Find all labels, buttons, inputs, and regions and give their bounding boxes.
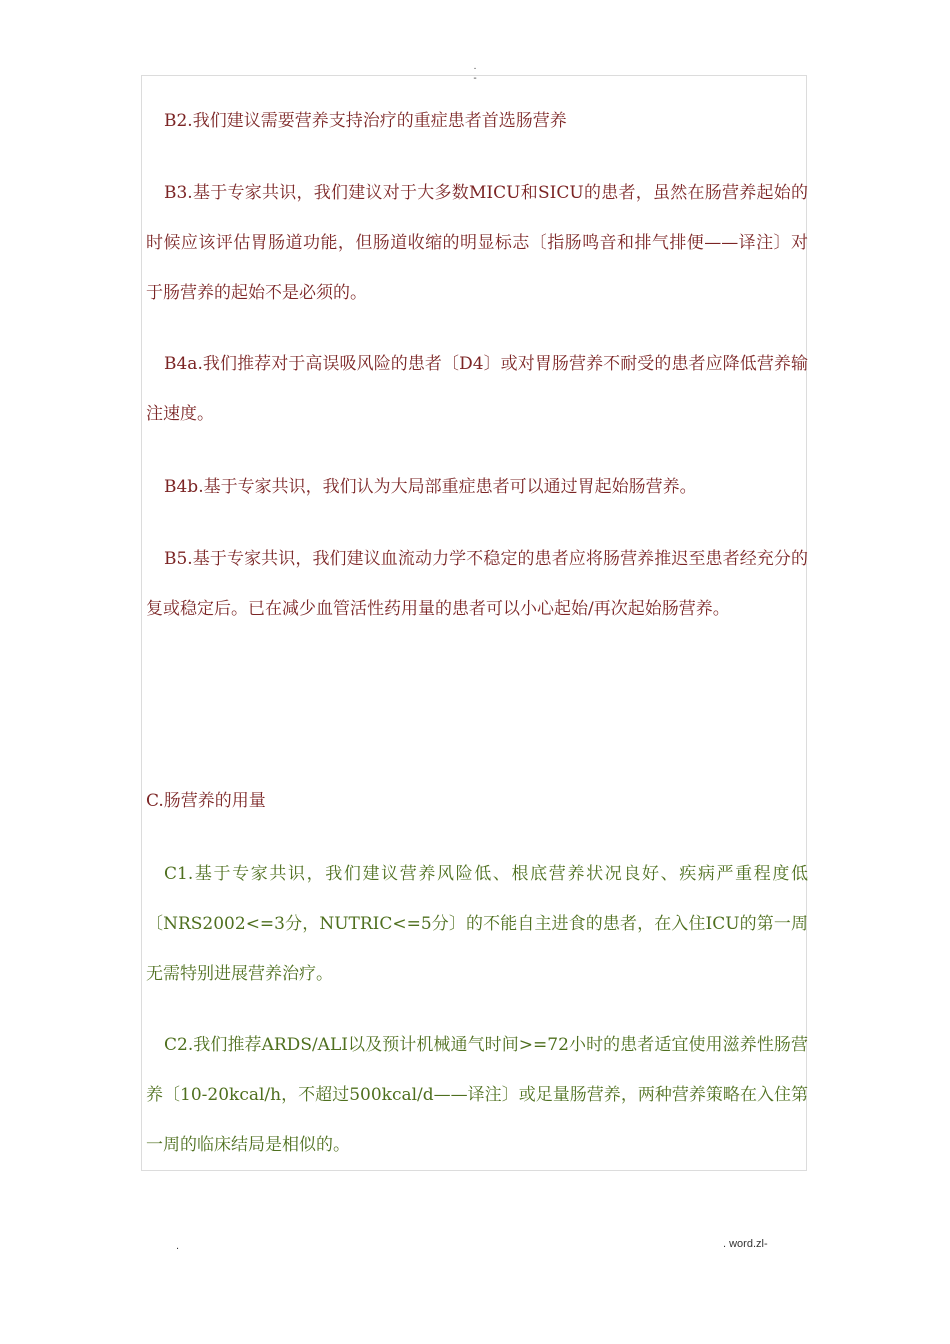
section-c-heading: C.肠营养的用量	[146, 791, 266, 811]
recommendation-b4a: B4a.我们推荐对于高误吸风险的患者〔D4〕或对胃肠营养不耐受的患者应降低营养输注速度。	[146, 354, 808, 424]
recommendation-c1: C1.基于专家共识，我们建议营养风险低、根底营养状况良好、疾病严重程度低〔NRS2002<=3分，NUTRIC<=5分〕的不能自主进食的患者，在入住ICU的第一周无需特别进展营养治疗。	[146, 864, 808, 984]
footer-left-mark: .	[176, 1240, 180, 1252]
recommendation-b4b: B4b.基于专家共识，我们认为大局部重症患者可以通过胃起始肠营养。	[164, 477, 697, 497]
footer-source-mark: . word.zl-	[723, 1238, 768, 1250]
recommendation-b3: B3.基于专家共识，我们建议对于大多数MICU和SICU的患者，虽然在肠营养起始的时候应该评估胃肠道功能，但肠道收缩的明显标志〔指肠鸣音和排气排便——译注〕对于肠营养的起始不是必须的。	[146, 183, 808, 303]
recommendation-b5: B5.基于专家共识，我们建议血流动力学不稳定的患者应将肠营养推迟至患者经充分的复或稳定后。已在减少血管活性药用量的患者可以小心起始/再次起始肠营养。	[146, 549, 808, 619]
recommendation-b2: B2.我们建议需要营养支持治疗的重症患者首选肠营养	[164, 111, 567, 131]
header-dot: .	[473, 61, 477, 72]
recommendation-c2: C2.我们推荐ARDS/ALI以及预计机械通气时间>=72小时的患者适宜使用滋养性肠营养〔10-20kcal/h，不超过500kcal/d——译注〕或足量肠营养，两种营养策略在入住第一周的临床结局是相似的。	[146, 1035, 808, 1155]
header-dash: -	[473, 73, 477, 84]
